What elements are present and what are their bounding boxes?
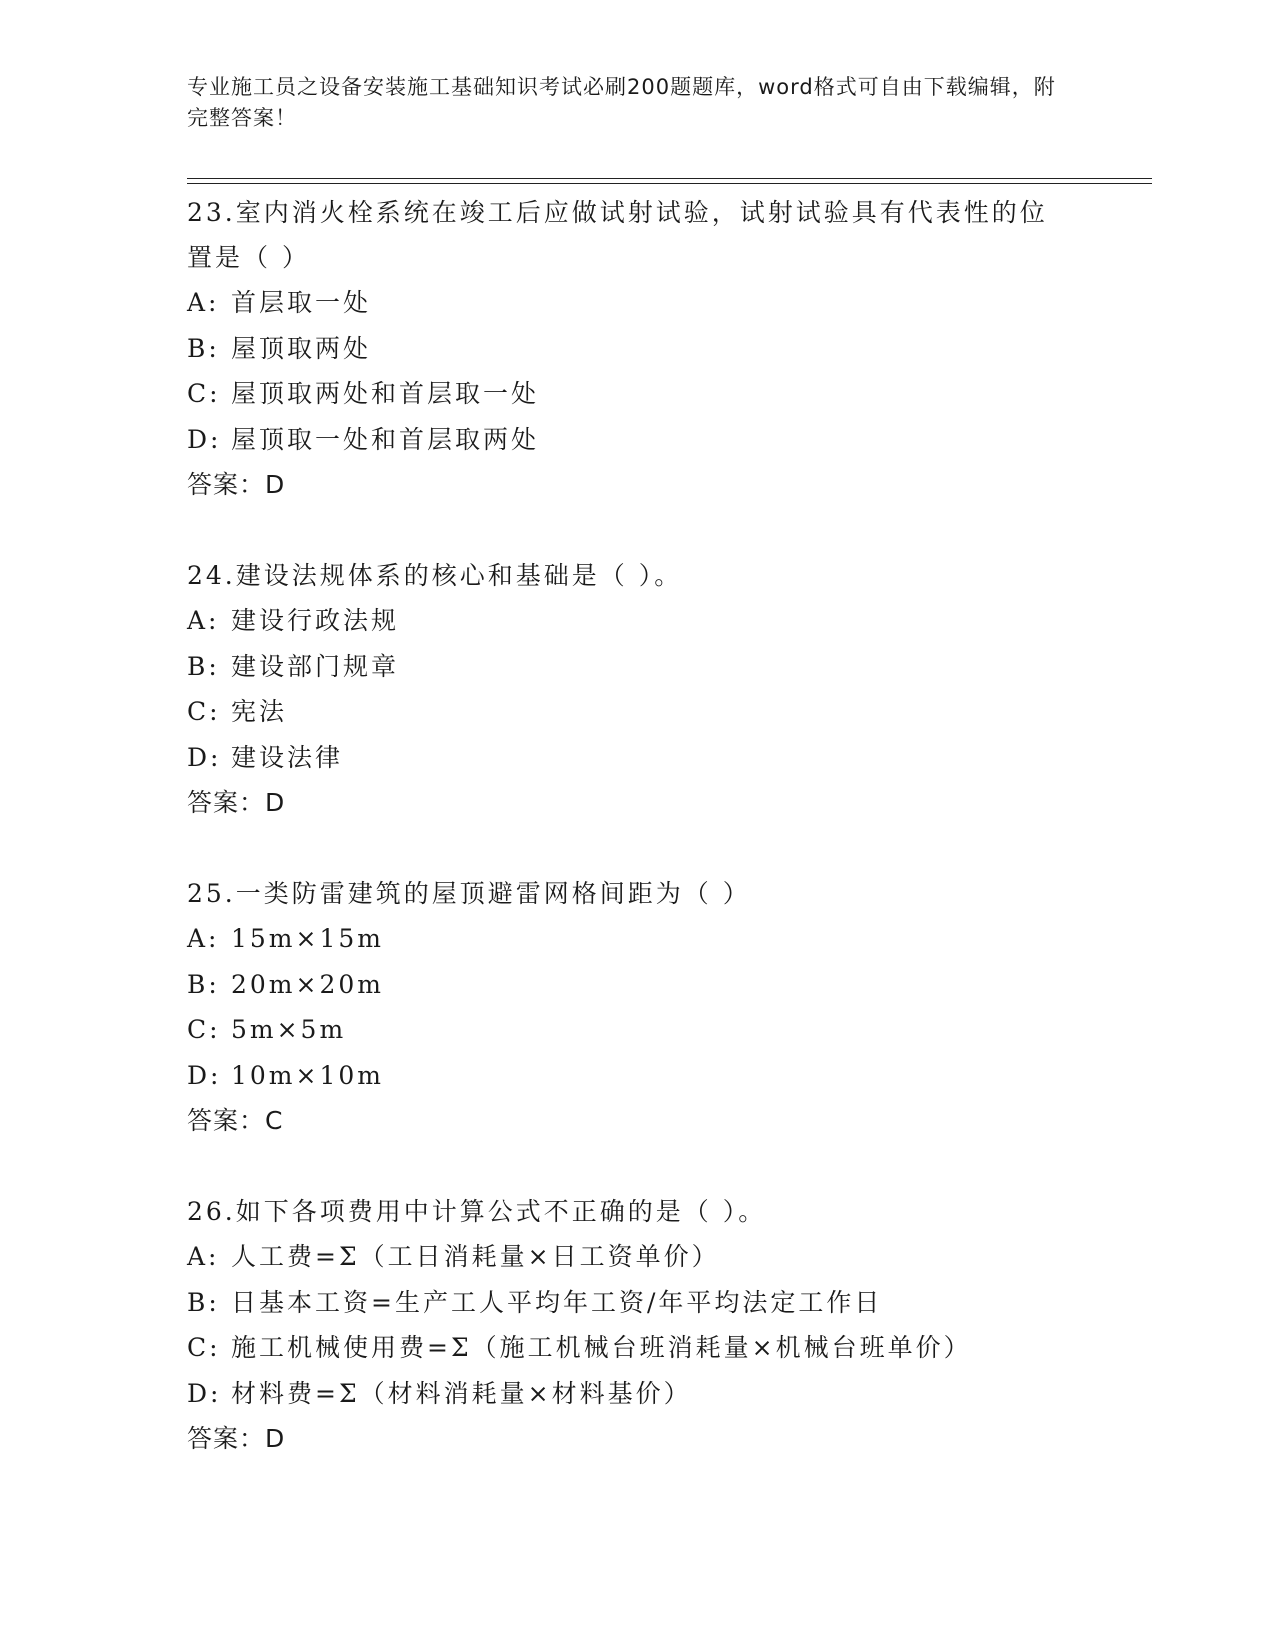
option-letter: D: xyxy=(187,1378,222,1408)
answer: 答案：D xyxy=(187,788,286,817)
option-d xyxy=(187,735,1087,781)
option-c xyxy=(187,1325,1087,1371)
option-b xyxy=(187,326,1087,372)
answer: 答案：D xyxy=(187,470,286,499)
option-letter: C: xyxy=(187,1333,221,1362)
option-text: 屋顶取一处和首层取两处 xyxy=(231,424,540,454)
question-list xyxy=(187,190,1087,1462)
option-letter: B: xyxy=(187,333,220,363)
option-letter: C: xyxy=(187,697,221,726)
option-letter: D: xyxy=(187,424,222,454)
option-b xyxy=(187,644,1087,690)
question-stem: 23.室内消火栓系统在竣工后应做试射试验，试射试验具有代表性的位置是（ ） xyxy=(187,198,1048,272)
question-23 xyxy=(187,190,1087,508)
option-text: 建设部门规章 xyxy=(231,651,400,681)
document-header: 专业施工员之设备安装施工基础知识考试必刷200题题库，word格式可自由下载编辑，附完整答案！ xyxy=(187,75,1056,130)
option-text: 首层取一处 xyxy=(231,288,372,317)
option-d xyxy=(187,1371,1087,1417)
question-stem: 24.建设法规体系的核心和基础是（ ）。 xyxy=(187,561,683,590)
option-text: 屋顶取两处和首层取一处 xyxy=(231,379,540,408)
option-c xyxy=(187,1007,1087,1053)
option-letter: A: xyxy=(187,288,220,317)
question-26 xyxy=(187,1189,1087,1462)
question-stem: 25.一类防雷建筑的屋顶避雷网格间距为（ ） xyxy=(187,879,751,908)
option-text: 建设行政法规 xyxy=(231,606,400,635)
option-letter: D: xyxy=(187,1060,222,1090)
answer: 答案：D xyxy=(187,1424,286,1453)
answer: 答案：C xyxy=(187,1106,284,1135)
option-letter: C: xyxy=(187,1015,221,1044)
option-a xyxy=(187,916,1087,962)
option-letter: A: xyxy=(187,606,220,635)
option-a xyxy=(187,280,1087,326)
option-text: 屋顶取两处 xyxy=(231,333,372,363)
option-text: 人工费=Σ（工日消耗量×日工资单价） xyxy=(231,1242,720,1271)
option-letter: D: xyxy=(187,742,222,772)
option-a xyxy=(187,598,1087,644)
header-divider-top xyxy=(187,178,1152,179)
option-b xyxy=(187,1280,1087,1326)
option-letter: A: xyxy=(187,924,220,953)
option-text: 材料费=Σ（材料消耗量×材料基价） xyxy=(231,1378,692,1408)
option-text: 20m×20m xyxy=(231,969,384,999)
question-stem: 26.如下各项费用中计算公式不正确的是（ ）。 xyxy=(187,1197,767,1226)
header-divider-bottom xyxy=(187,183,1152,184)
option-text: 施工机械使用费=Σ（施工机械台班消耗量×机械台班单价） xyxy=(231,1333,972,1362)
option-letter: A: xyxy=(187,1242,220,1271)
option-d xyxy=(187,1053,1087,1099)
option-text: 15m×15m xyxy=(231,924,384,953)
option-b xyxy=(187,962,1087,1008)
option-c xyxy=(187,371,1087,417)
question-25 xyxy=(187,871,1087,1144)
question-24 xyxy=(187,553,1087,826)
option-text: 5m×5m xyxy=(231,1015,347,1044)
option-text: 建设法律 xyxy=(231,742,344,772)
option-text: 日基本工资=生产工人平均年工资/年平均法定工作日 xyxy=(231,1287,883,1317)
option-letter: B: xyxy=(187,1287,220,1317)
option-text: 宪法 xyxy=(231,697,288,726)
option-letter: B: xyxy=(187,651,220,681)
option-d xyxy=(187,417,1087,463)
option-text: 10m×10m xyxy=(231,1060,384,1090)
option-letter: B: xyxy=(187,969,220,999)
option-a xyxy=(187,1234,1087,1280)
option-c xyxy=(187,689,1087,735)
option-letter: C: xyxy=(187,379,221,408)
